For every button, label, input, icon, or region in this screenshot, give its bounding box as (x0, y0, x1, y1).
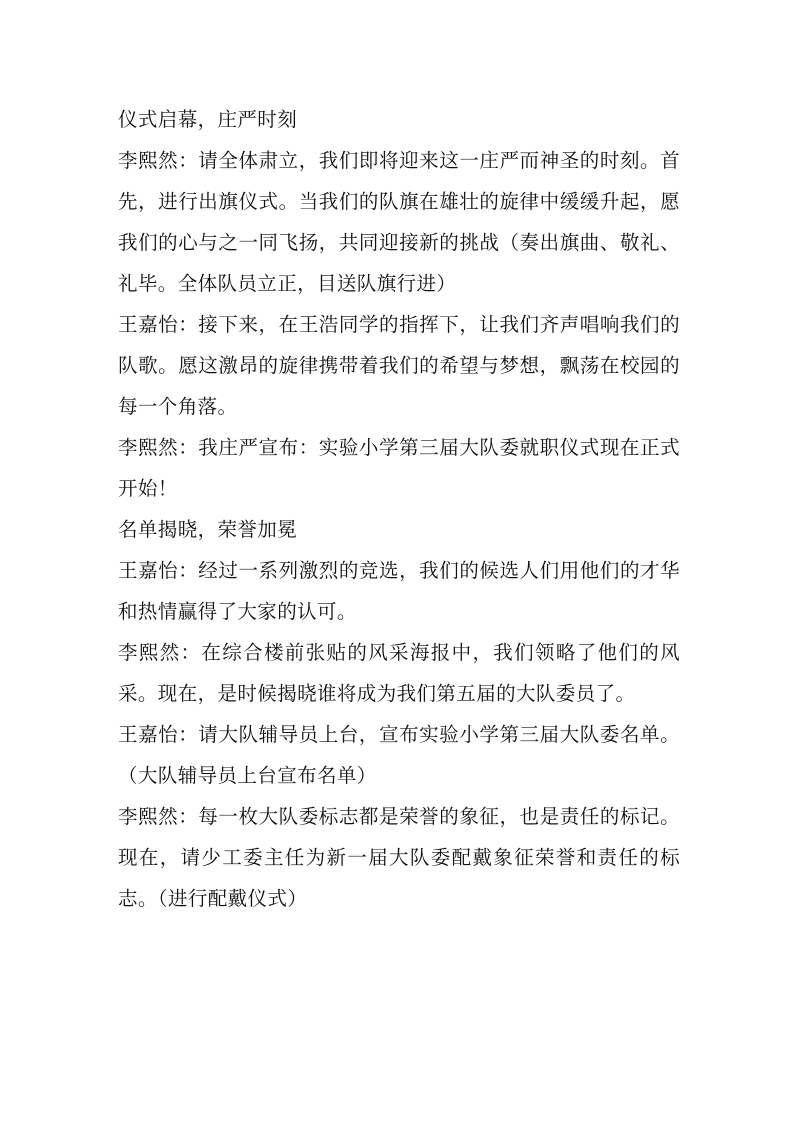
section-heading: 名单揭晓，荣誉加冕 (118, 519, 298, 541)
paragraph: 王嘉怡：接下来，在王浩同学的指挥下，让我们齐声唱响我们的队歌。愿这激昂的旋律携带着我们的希望与梦想，飘荡在校园的每一个角落。 (118, 314, 680, 418)
paragraph: 王嘉怡：请大队辅导员上台，宣布实验小学第三届大队委名单。（大队辅导员上台宣布名单） (118, 724, 680, 787)
paragraph: 李熙然：我庄严宣布：实验小学第三届大队委就职仪式现在正式开始！ (118, 437, 680, 500)
paragraph: 王嘉怡：经过一系列激烈的竞选，我们的候选人们用他们的才华和热情赢得了大家的认可。 (118, 560, 680, 623)
section-heading: 仪式启幕，庄严时刻 (118, 109, 298, 131)
paragraph: 李熙然：在综合楼前张贴的风采海报中，我们领略了他们的风采。现在，是时候揭晓谁将成为我们第五届的大队委员了。 (118, 642, 680, 705)
paragraph: 李熙然：每一枚大队委标志都是荣誉的象征，也是责任的标记。现在，请少工委主任为新一届大队委配戴象征荣誉和责任的标志。（进行配戴仪式） (118, 806, 680, 910)
document-body (118, 100, 680, 920)
paragraph: 李熙然：请全体肃立，我们即将迎来这一庄严而神圣的时刻。首先，进行出旗仪式。当我们的队旗在雄壮的旋律中缓缓升起，愿我们的心与之一同飞扬，共同迎接新的挑战（奏出旗曲、敬礼、礼毕。全体队员立正，目送队旗行进） (118, 150, 680, 295)
